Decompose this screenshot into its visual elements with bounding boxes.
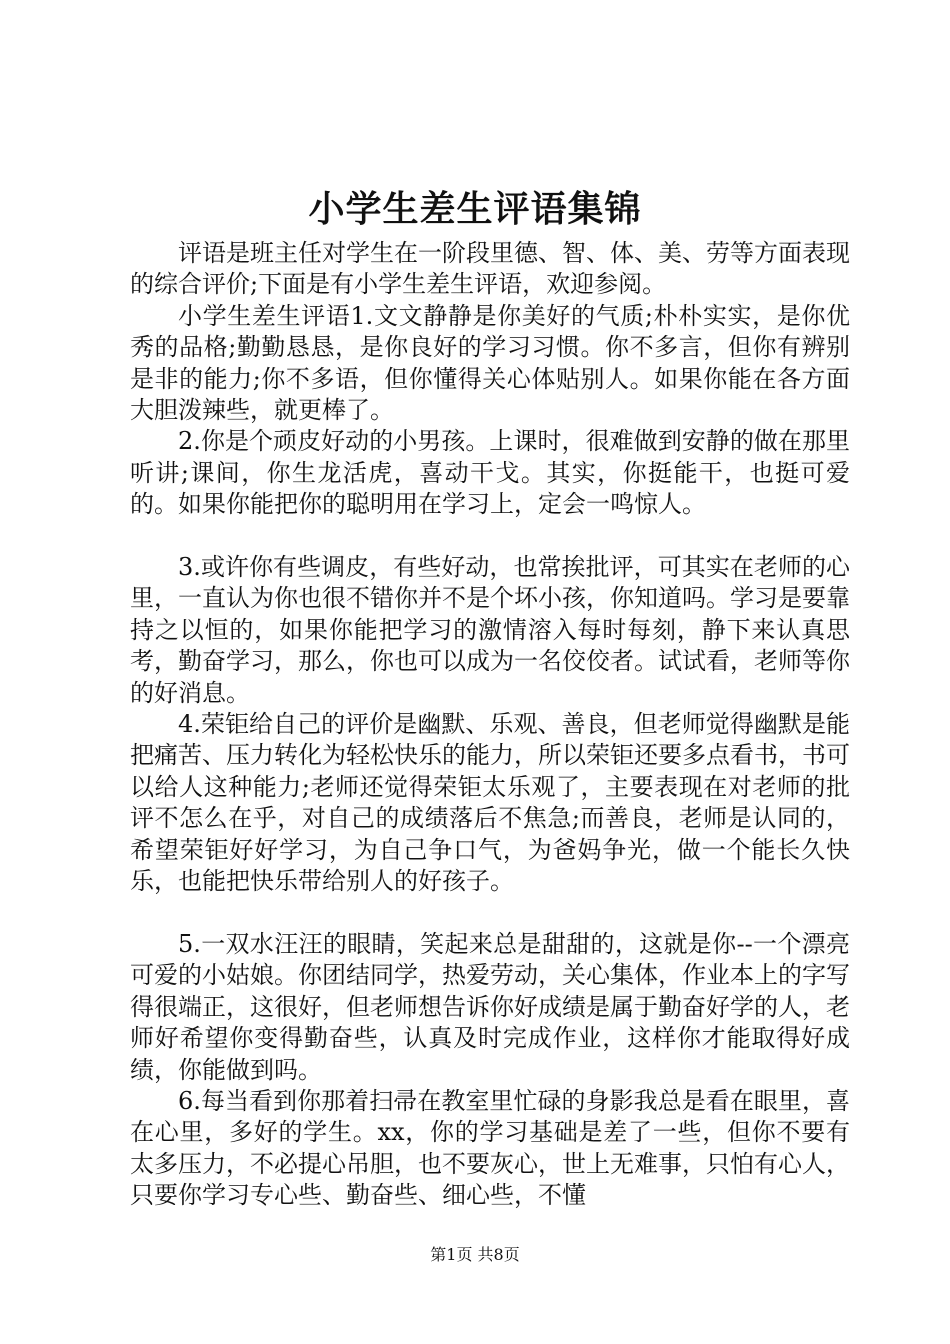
document-body xyxy=(130,238,850,1212)
paragraph-comment-5: 5.一双水汪汪的眼睛，笑起来总是甜甜的，这就是你--一个漂亮可爱的小姑娘。你团结同学，热爱劳动，关心集体，作业本上的字写得很端正，这很好，但老师想告诉你好成绩是属于勤奋好学的人，老师好希望你变得勤奋些，认真及时完成作业，这样你才能取得好成绩，你能做到吗。 xyxy=(130,929,850,1084)
paragraph-comment-6: 6.每当看到你那着扫帚在教室里忙碌的身影我总是看在眼里，喜在心里，多好的学生。xx，你的学习基础是差了一些，但你不要有太多压力，不必提心吊胆，也不要灰心，世上无难事，只怕有心人，只要你学习专心些、勤奋些、细心些，不懂 xyxy=(130,1086,850,1210)
page-number-footer: 第1页 共8页 xyxy=(430,1245,520,1264)
paragraph-comment-4: 4.荣钜给自己的评价是幽默、乐观、善良，但老师觉得幽默是能把痛苦、压力转化为轻松快乐的能力，所以荣钜还要多点看书，书可以给人这种能力;老师还觉得荣钜太乐观了，主要表现在对老师的批评不怎么在乎，对自己的成绩落后不焦急;而善良，老师是认同的，希望荣钜好好学习，为自己争口气，为爸妈争光，做一个能长久快乐，也能把快乐带给别人的好孩子。 xyxy=(130,710,850,896)
paragraph-comment-2: 2.你是个顽皮好动的小男孩。上课时，很难做到安静的做在那里听讲;课间，你生龙活虎，喜动干戈。其实，你挺能干，也挺可爱的。如果你能把你的聪明用在学习上，定会一鸣惊人。 xyxy=(130,427,850,519)
paragraph-comment-3: 3.或许你有些调皮，有些好动，也常挨批评，可其实在老师的心里，一直认为你也很不错你并不是个坏小孩，你知道吗。学习是要靠持之以恒的，如果你能把学习的激情溶入每时每刻，静下来认真思考，勤奋学习，那么，你也可以成为一名佼佼者。试试看，老师等你的好消息。 xyxy=(130,553,850,707)
document-title: 小学生差生评语集锦 xyxy=(308,188,642,230)
paragraph-intro: 评语是班主任对学生在一阶段里德、智、体、美、劳等方面表现的综合评价;下面是有小学生差生评语，欢迎参阅。 xyxy=(130,239,850,299)
paragraph-spacer xyxy=(130,898,850,929)
paragraph-spacer xyxy=(130,521,850,552)
paragraph-comment-1: 小学生差生评语1.文文静静是你美好的气质;朴朴实实，是你优秀的品格;勤勤恳恳，是你良好的学习习惯。你不多言，但你有辨别是非的能力;你不多语，但你懂得关心体贴别人。如果你能在各方面大胆泼辣些，就更棒了。 xyxy=(130,301,850,425)
